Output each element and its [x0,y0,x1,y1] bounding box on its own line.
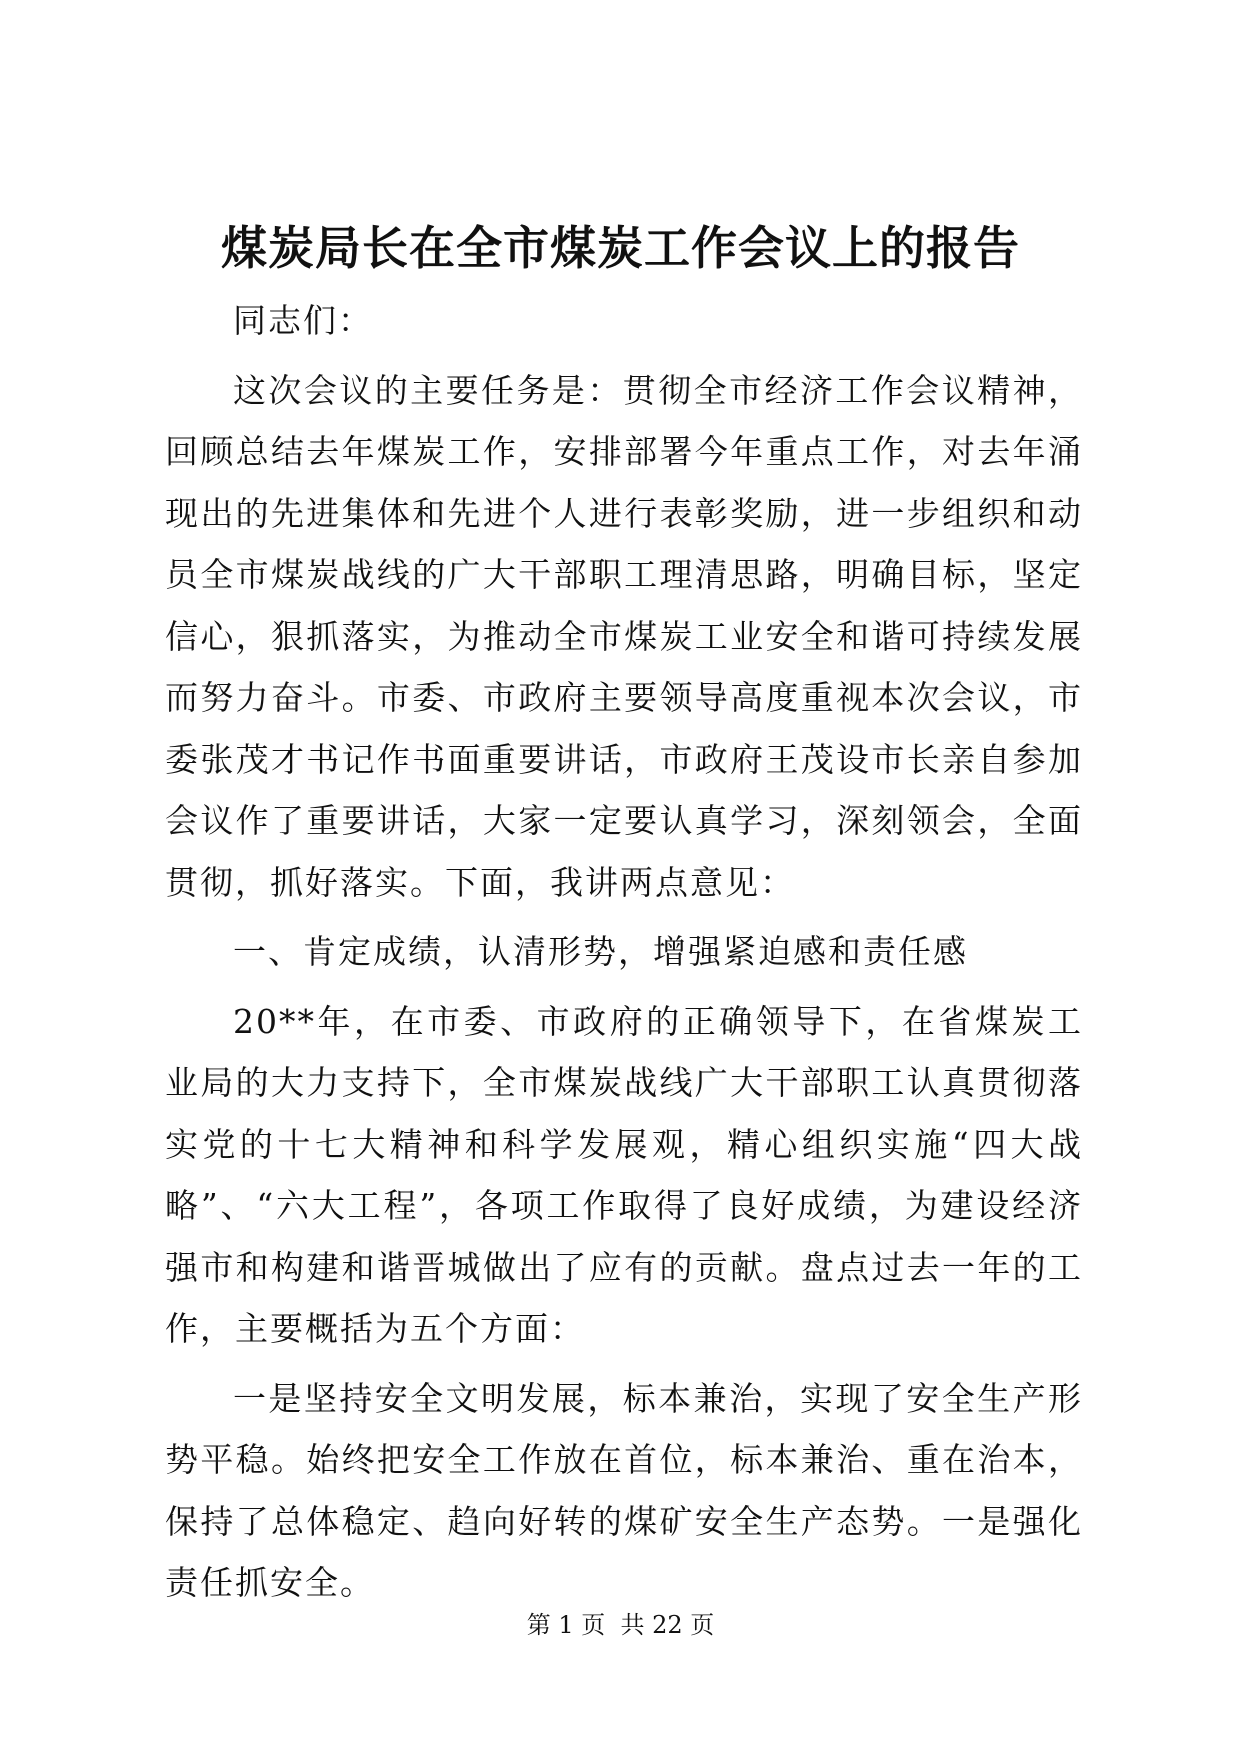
section-heading: 一、肯定成绩，认清形势，增强紧迫感和责任感 [233,932,968,971]
document-body [165,290,1083,1622]
document-title: 煤炭局长在全市煤炭工作会议上的报告 [221,221,1020,275]
safety-paragraph: 一是坚持安全文明发展，标本兼治，实现了安全生产形势平稳。始终把安全工作放在首位，标本兼治、重在治本，保持了总体稳定、趋向好转的煤矿安全生产态势。一是强化责任抓安全。 [165,1378,1083,1602]
salutation-paragraph: 同志们： [233,301,373,340]
page-number-label: 第 1 页 共 22 页 [526,1611,715,1639]
intro-paragraph: 这次会议的主要任务是：贯彻全市经济工作会议精神，回顾总结去年煤炭工作，安排部署今年重点工作，对去年涌现出的先进集体和先进个人进行表彰奖励，进一步组织和动员全市煤炭战线的广大干部职工理清思路，明确目标，坚定信心，狠抓落实，为推动全市煤炭工业安全和谐可持续发展而努力奋斗。市委、市政府主要领导高度重视本次会议，市委张茂才书记作书面重要讲话，市政府王茂设市长亲自参加会议作了重要讲话，大家一定要认真学习，深刻领会，全面贯彻，抓好落实。下面，我讲两点意见： [165,370,1083,902]
achievements-paragraph: 20**年，在市委、市政府的正确领导下，在省煤炭工业局的大力支持下，全市煤炭战线广大干部职工认真贯彻落实党的十七大精神和科学发展观，精心组织实施“四大战略”、“六大工程”，各项工作取得了良好成绩，为建设经济强市和构建和谐晋城做出了应有的贡献。盘点过去一年的工作，主要概括为五个方面： [165,1001,1083,1348]
page-footer [0,1610,1241,1640]
